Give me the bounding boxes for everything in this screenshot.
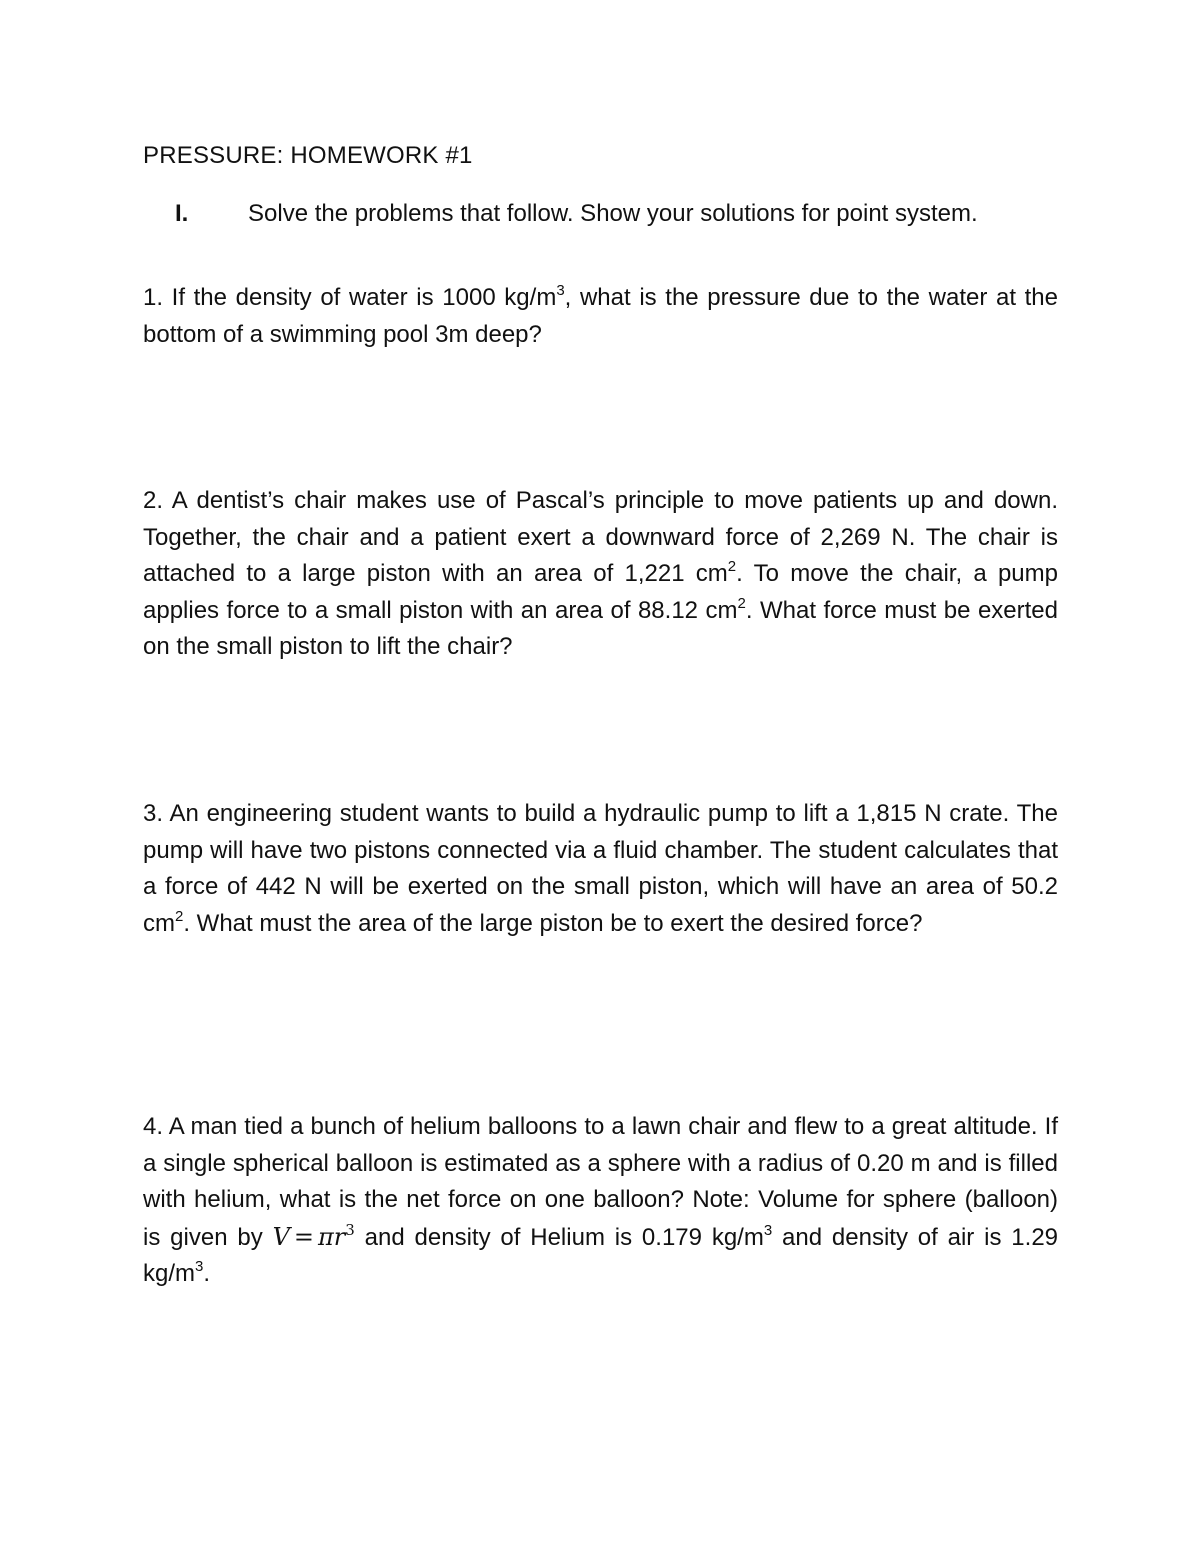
section-instruction-text: Solve the problems that follow. Show your solutions for point system.	[248, 200, 978, 227]
problem-4-text: 4. A man tied a bunch of helium balloons to a lawn chair and flew to a great altitude. If a single spherical balloon is estimated as a sphere with a radius of 0.20 m and is filled with helium, what is the net force on one balloon? Note: Volume for sphere (balloon) is given by $V = \pi r^3$ and density of Helium is 0.179 $kg/m^3$ and density of air is 1.29 $kg/m^3$.	[143, 1113, 1059, 1287]
problem-number: 3.	[143, 800, 164, 827]
problem-1	[143, 280, 1058, 353]
problem-2	[143, 483, 1058, 666]
problem-3	[143, 796, 1058, 942]
problem-1-text: 1. If the density of water is 1000 $kg/m^3$, what is the pressure due to the water at the bottom of a swimming pool 3m deep?	[143, 282, 1058, 348]
section-numeral: I.	[175, 200, 189, 227]
problem-number: 2.	[143, 487, 164, 514]
problem-2-text: 2. A dentist’s chair makes use of Pascal’s principle to move patients up and down. Together, the chair and a patient exert a downward force of 2,269 N. The chair is attached to a large piston with an area of 1,221 $cm^2$. To move the chair, a pump applies force to a small piston with an area of 88.12 $cm^2$. What force must be exerted on the small piston to lift the chair?	[143, 487, 1059, 660]
problem-4	[143, 1109, 1058, 1293]
document-title: PRESSURE: HOMEWORK #1	[143, 142, 473, 169]
sphere-volume-formula: $V = \pi r^3$	[272, 1220, 355, 1251]
problem-number: 4.	[143, 1113, 164, 1140]
problem-3-text: 3. An engineering student wants to build a hydraulic pump to lift a 1,815 N crate. The pump will have two pistons connected via a fluid chamber. The student calculates that a force of 442 N will be exerted on the small piston, which will have an area of 50.2 $cm^2$. What must the area of the large piston be to exert the desired force?	[143, 800, 1059, 937]
problem-number: 1.	[143, 284, 164, 311]
